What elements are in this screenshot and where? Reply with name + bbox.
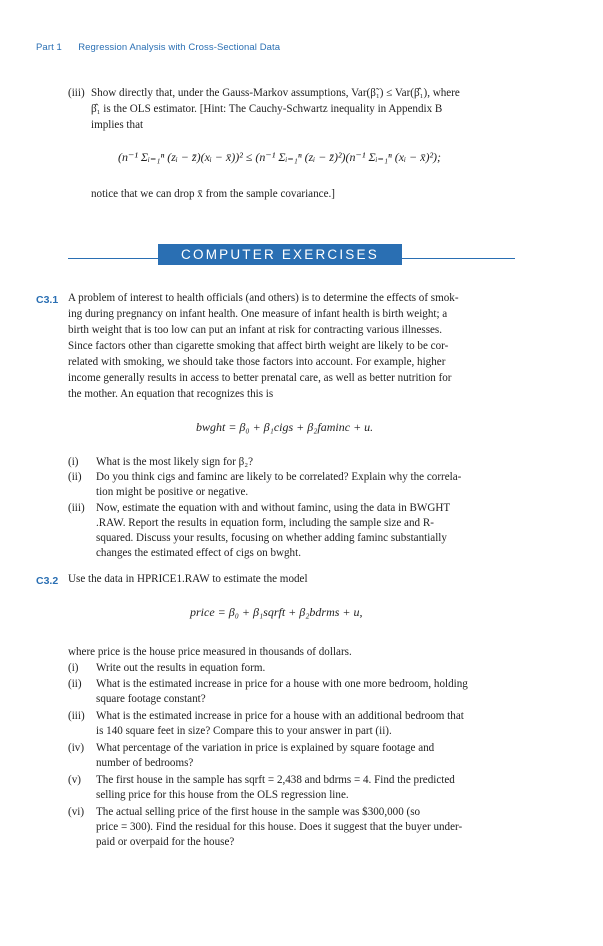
- c3-1-item-iii-line-4: changes the estimated effect of cigs on bwght.: [96, 547, 301, 559]
- c3-1-paragraph-line-6: income generally results in access to better prenatal care, as well as better nutrition for: [68, 372, 452, 384]
- running-head-title: Regression Analysis with Cross-Sectional Data: [78, 42, 281, 53]
- c3-1-item-iii-line-1: Now, estimate the equation with and without faminc, using the data in BWGHT: [96, 502, 451, 514]
- c3-1-paragraph-line-2: ing during pregnancy on infant health. One measure of infant health is birth weight; a: [68, 308, 448, 320]
- c3-2-item-iii-line-1: What is the estimated increase in price for a house with an additional bedroom that: [96, 710, 464, 722]
- problem-iii-line-3: implies that: [91, 119, 144, 131]
- problem-iii-label: (iii): [68, 87, 85, 99]
- c3-1-paragraph-line-1: A problem of interest to health officials (and others) is to determine the effects of smok-: [68, 292, 459, 304]
- c3-2-item-vi-num: (vi): [68, 806, 85, 818]
- running-head-separator: [69, 42, 72, 53]
- c3-1-item-ii-num: (ii): [68, 471, 82, 483]
- c3-2-item-v-num: (v): [68, 774, 81, 786]
- c3-2-item-iv-line-2: number of bedrooms?: [96, 757, 194, 769]
- cauchy-schwartz-equation: (n⁻¹ Σᵢ₌₁ⁿ (zᵢ − z̄)(xᵢ − x̄))² ≤ (n⁻¹ Σᵢ₌₁ⁿ (zᵢ − z̄)²)(n⁻¹ Σᵢ₌₁ⁿ (xᵢ − x̄)²);: [118, 150, 442, 164]
- running-head: [36, 42, 280, 53]
- problem-iii-line-1: Show directly that, under the Gauss-Markov assumptions, Var(β̃₁) ≤ Var(β̂₁), where: [91, 87, 460, 99]
- c3-1-item-i-num: (i): [68, 456, 79, 468]
- c3-2-item-iv-num: (iv): [68, 742, 85, 754]
- exercise-label-c3-2: C3.2: [36, 575, 59, 587]
- c3-2-item-i-text: Write out the results in equation form.: [96, 662, 266, 674]
- c3-2-item-ii-line-1: What is the estimated increase in price for a house with one more bedroom, holding: [96, 678, 468, 690]
- c3-2-where-line: where price is the house price measured in thousands of dollars.: [68, 646, 352, 658]
- c3-2-item-iii-num: (iii): [68, 710, 85, 722]
- c3-1-paragraph-line-4: Since factors other than cigarette smoking that affect birth weight are likely to be cor-: [68, 340, 449, 352]
- c3-2-item-iv-line-1: What percentage of the variation in price is explained by square footage and: [96, 742, 435, 754]
- problem-iii-line-2: β̂₁ is the OLS estimator. [Hint: The Cauchy-Schwartz inequality in Appendix B: [91, 103, 443, 115]
- c3-1-item-i-text: What is the most likely sign for β₂?: [96, 456, 254, 468]
- c3-2-item-v-line-2: selling price for this house from the OLS regression line.: [96, 789, 349, 801]
- c3-2-item-ii-num: (ii): [68, 678, 82, 690]
- c3-1-item-ii-line-2: tion might be positive or negative.: [96, 486, 249, 498]
- running-head-part: Part 1: [36, 42, 62, 53]
- c3-2-item-iii-line-2: is 140 square feet in size? Compare this to your answer in part (ii).: [96, 725, 392, 737]
- c3-1-item-iii-line-2: .RAW. Report the results in equation form, including the sample size and R-: [96, 517, 434, 529]
- c3-2-intro: Use the data in HPRICE1.RAW to estimate the model: [68, 573, 308, 585]
- c3-2-item-ii-line-2: square footage constant?: [96, 693, 206, 705]
- c3-2-item-i-num: (i): [68, 662, 79, 674]
- problem-iii-line-4: notice that we can drop x̄ from the sample covariance.]: [91, 188, 335, 200]
- c3-1-paragraph-line-7: the mother. An equation that recognizes this is: [68, 388, 274, 400]
- c3-1-paragraph-line-5: related with smoking, we should take those factors into account. For example, higher: [68, 356, 446, 368]
- bwght-equation: bwght = β₀ + β₁cigs + β₂faminc + u.: [196, 420, 374, 434]
- section-title-computer-exercises: COMPUTER EXERCISES: [158, 244, 402, 265]
- exercise-label-c3-1: C3.1: [36, 294, 59, 306]
- c3-1-item-iii-num: (iii): [68, 502, 85, 514]
- c3-2-item-vi-line-2: price = 300). Find the residual for this house. Does it suggest that the buyer under-: [96, 821, 463, 833]
- c3-2-item-vi-line-1: The actual selling price of the first house in the sample was $300,000 (so: [96, 806, 421, 818]
- c3-1-item-ii-line-1: Do you think cigs and faminc are likely to be correlated? Explain why the correla-: [96, 471, 462, 483]
- price-equation: price = β₀ + β₁sqrft + β₂bdrms + u,: [190, 605, 363, 619]
- c3-1-paragraph-line-3: birth weight that is too low can put an infant at risk for contracting various illnesses.: [68, 324, 443, 336]
- c3-2-item-vi-line-3: paid or overpaid for the house?: [96, 836, 235, 848]
- c3-2-item-v-line-1: The first house in the sample has sqrft = 2,438 and bdrms = 4. Find the predicted: [96, 774, 455, 786]
- c3-1-item-iii-line-3: squared. Discuss your results, focusing on whether adding faminc substantially: [96, 532, 447, 544]
